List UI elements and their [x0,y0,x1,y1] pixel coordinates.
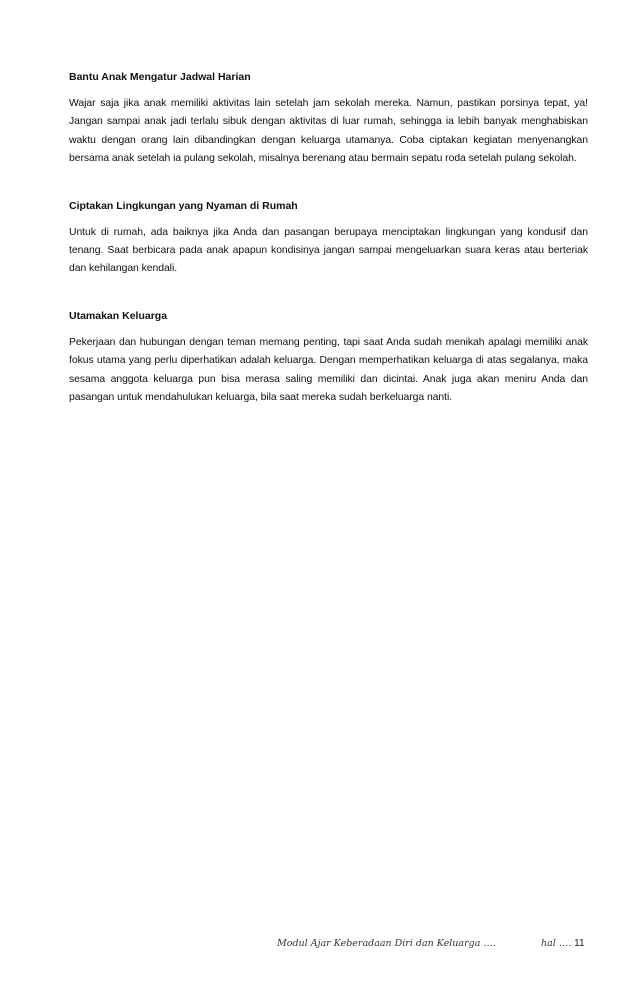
section-heading: Ciptakan Lingkungan yang Nyaman di Rumah [69,199,298,212]
section-paragraph: Pekerjaan dan hubungan dengan teman memang penting, tapi saat Anda sudah menikah apalagi memiliki anak fokus utama yang perlu diperhatikan adalah keluarga. Dengan memperhatikan keluarga di atas segalanya, maka sesama anggota keluarga pun bisa merasa saling memiliki dan dicintai. Anak juga akan meniru Anda dan pasangan untuk mendahulukan keluarga, bila saat mereka sudah berkeluarga nanti. [69,336,588,404]
page-footer [0,936,638,952]
footer-module-title: Modul Ajar Keberadaan Diri dan Keluarga …. [277,938,496,949]
page-content [69,70,588,437]
footer-page-number [541,936,585,952]
section-comfortable-home [69,199,588,279]
page-number-value: 11 [574,938,585,949]
section-heading: Bantu Anak Mengatur Jadwal Harian [69,71,251,83]
section-heading: Utamakan Keluarga [69,309,168,322]
section-daily-schedule [69,70,588,169]
section-paragraph: Wajar saja jika anak memiliki aktivitas lain setelah jam sekolah mereka. Namun, pastikan porsinya tepat, ya! Jangan sampai anak jadi terlalu sibuk dengan aktivitas di luar rumah, sehingga ia lebih banyak menghabiskan waktu dengan orang lain dibandingkan dengan keluarga utamanya. Coba ciptakan kegiatan menyenangkan bersama anak setelah ia pulang sekolah, misalnya berenang atau bermain sepatu roda setelah pulang sekolah. [69,98,588,165]
footer-page-label: hal …. [541,938,572,949]
section-prioritize-family [69,309,588,408]
section-paragraph: Untuk di rumah, ada baiknya jika Anda dan pasangan berupaya menciptakan lingkungan yang kondusif dan tenang. Saat berbicara pada anak apapun kondisinya jangan sampai mengeluarkan suara keras atau berteriak dan kehilangan kendali. [69,226,588,275]
